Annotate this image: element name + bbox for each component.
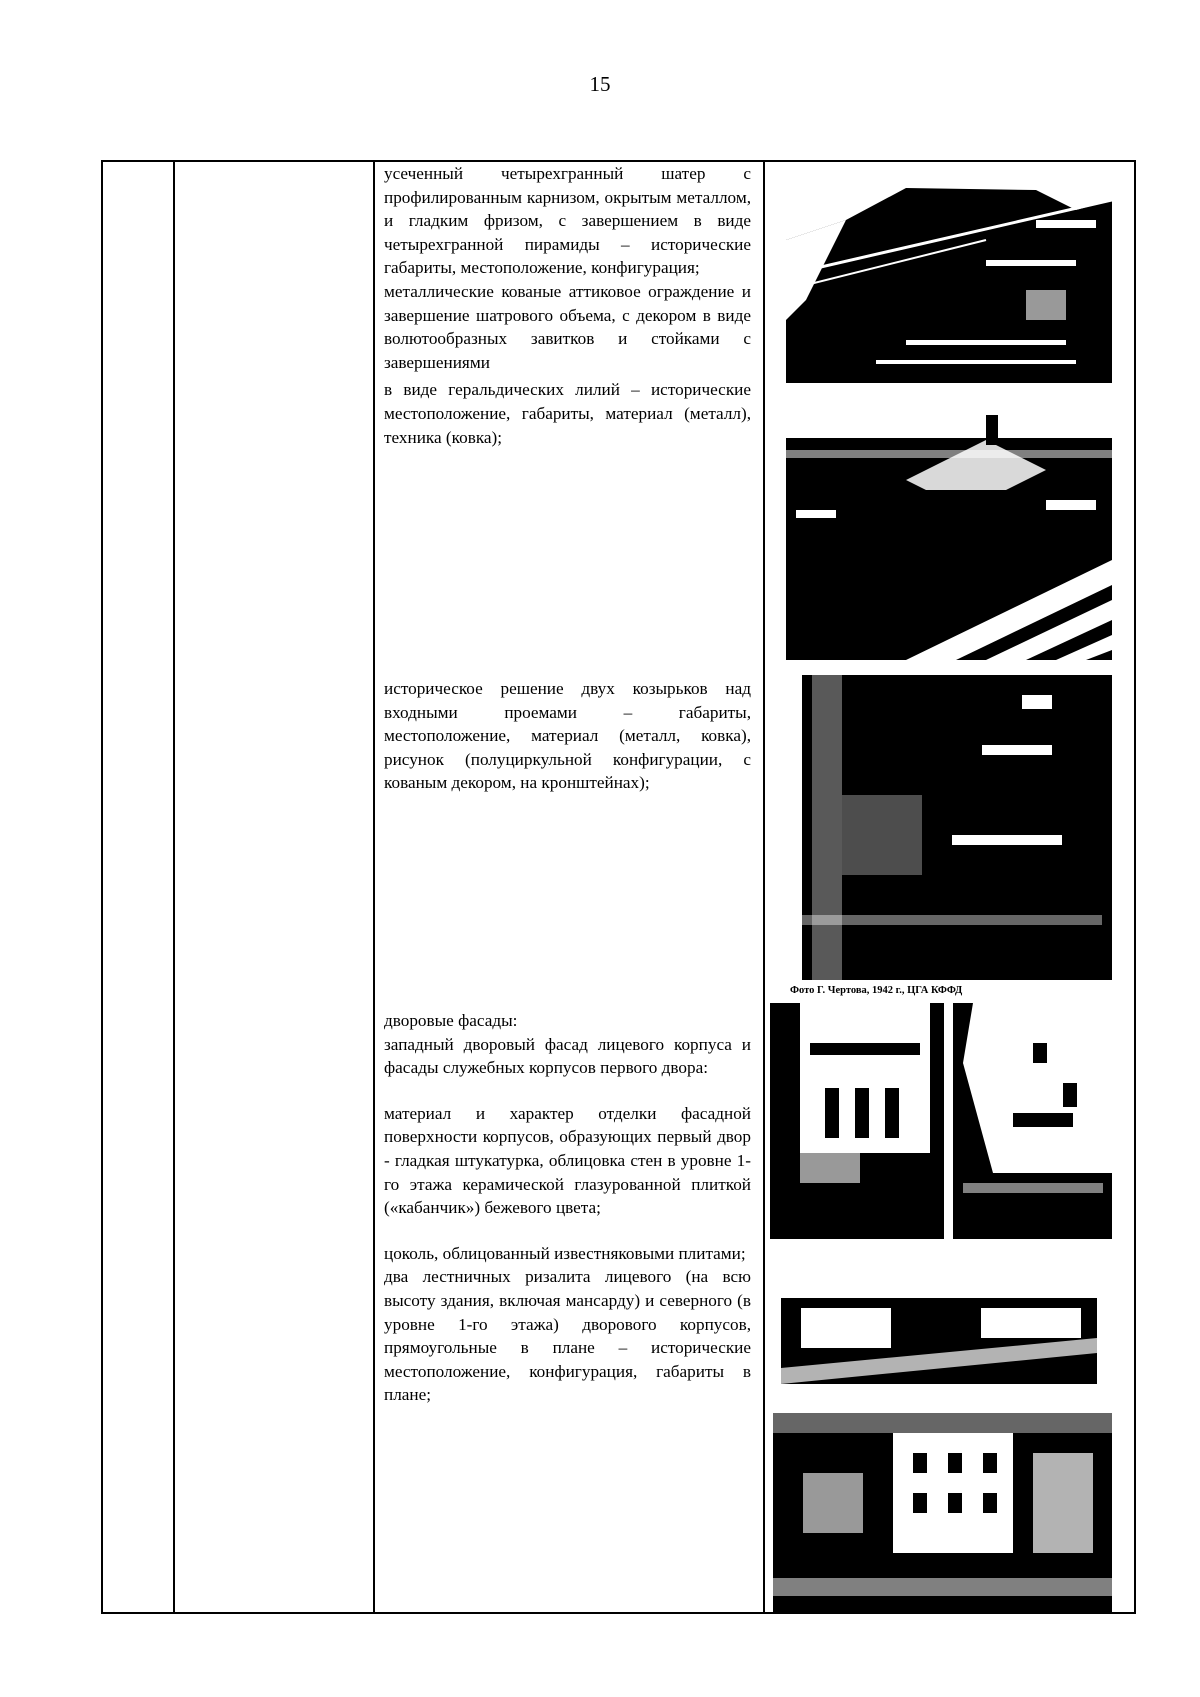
row-2-description (384, 677, 751, 795)
row-3-description (384, 1009, 751, 1407)
paragraph-lilies: в виде геральдических лилий – исторические местоположение, габариты, материал (металл), техника (ковка); (384, 380, 751, 447)
row-1-description (384, 162, 751, 449)
paragraph-courtyard-heading: дворовые фасады: (384, 1011, 518, 1030)
tent-roof-photo (786, 180, 1112, 383)
paragraph-tent-roof: усеченный четырехгранный шатер с профилированным карнизом, окрытым металлом, и гладким фризом, с завершением в виде четырехгранной пирамиды – исторические габариты, местоположение, конфигурация; (384, 164, 751, 278)
courtyard-facade-photo-right (953, 1003, 1112, 1239)
courtyard-plinth-photo (781, 1258, 1097, 1384)
column-divider-1 (173, 162, 175, 1612)
paragraph-risalits: два лестничных ризалита лицевого (на всю высоту здания, включая мансарду) и северного (в уровне 1-го этажа) дворового корпусов, прямоугольные в плане – исторические местоположение, конфигурация, габариты в плане; (384, 1267, 751, 1405)
photo-caption: Фото Г. Чертова, 1942 г., ЦГА КФФД (790, 985, 963, 996)
column-divider-2 (373, 162, 375, 1612)
paragraph-railing: металлические кованые аттиковое ограждение и завершение шатрового объема, с декором в виде волютообразных завитков и стойками с завершениями (384, 281, 751, 372)
roof-railing-photo (786, 410, 1112, 660)
paragraph-finish: материал и характер отделки фасадной поверхности корпусов, образующих первый двор - гладкая штукатурка, облицовка стен в уровне 1-го этажа керамической глазурованной плиткой («кабанчик») бежевого цвета; (384, 1103, 751, 1218)
paragraph-west-facade: западный дворовый фасад лицевого корпуса и фасады служебных корпусов первого двора: (384, 1034, 751, 1078)
courtyard-facade-photo-left (770, 1003, 944, 1239)
page-number: 15 (589, 72, 611, 96)
courtyard-risalit-photo (773, 1413, 1112, 1613)
canopy-archive-photo (782, 675, 1112, 980)
paragraph-canopies: историческое решение двух козырьков над входными проемами – габариты, местоположение, материал (металл, ковка), рисунок (полуциркульной конфигурации, с кованым декором, на кронштейнах); (384, 679, 751, 793)
column-divider-3 (763, 162, 765, 1612)
paragraph-plinth: цоколь, облицованный известняковыми плитами; (384, 1243, 746, 1263)
